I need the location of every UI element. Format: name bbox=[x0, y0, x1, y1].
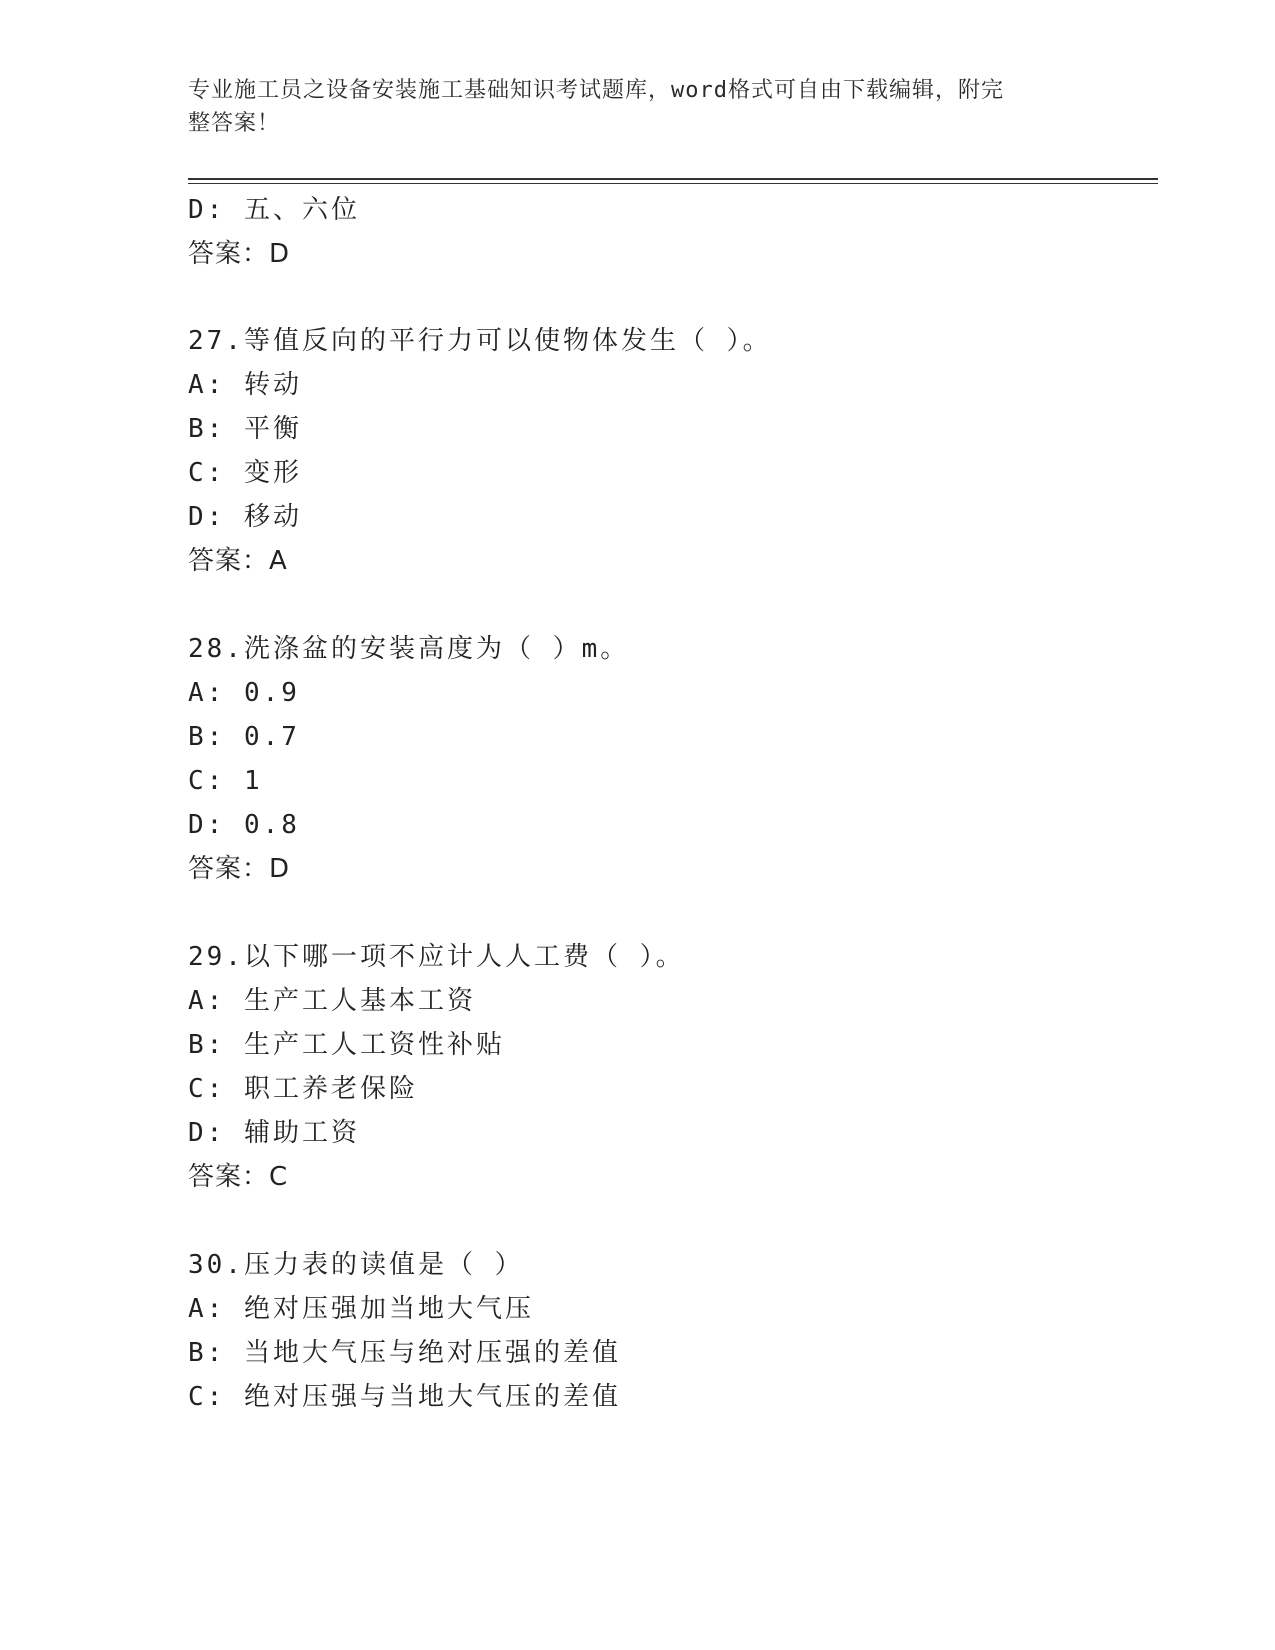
q30-stem: 30.压力表的读值是（ ） bbox=[188, 1250, 524, 1280]
q28-option-a: A: 0.9 bbox=[188, 678, 300, 708]
q28-option-b: B: 0.7 bbox=[188, 722, 300, 752]
q26-option-d: D: 五、六位 bbox=[188, 195, 360, 225]
q30-option-b: B: 当地大气压与绝对压强的差值 bbox=[188, 1338, 621, 1368]
header-line-1: 专业施工员之设备安装施工基础知识考试题库，word格式可自由下载编辑，附完 bbox=[188, 78, 1004, 103]
header-rule-thick bbox=[188, 178, 1158, 180]
q27-option-a: A: 转动 bbox=[188, 370, 302, 400]
q27-option-b: B: 平衡 bbox=[188, 414, 302, 444]
q29-option-a: A: 生产工人基本工资 bbox=[188, 986, 476, 1016]
q26-answer: 答案：D bbox=[188, 239, 291, 269]
q29-option-c: C: 职工养老保险 bbox=[188, 1074, 418, 1104]
q30-option-a: A: 绝对压强加当地大气压 bbox=[188, 1294, 534, 1324]
q29-stem: 29.以下哪一项不应计人人工费（ ）。 bbox=[188, 942, 685, 972]
q27-option-d: D: 移动 bbox=[188, 502, 302, 532]
document-header bbox=[188, 74, 1068, 140]
q28-answer: 答案：D bbox=[188, 854, 291, 884]
q29-option-b: B: 生产工人工资性补贴 bbox=[188, 1030, 505, 1060]
q27-option-c: C: 变形 bbox=[188, 458, 302, 488]
q27-stem: 27.等值反向的平行力可以使物体发生（ ）。 bbox=[188, 326, 772, 356]
q28-stem: 28.洗涤盆的安装高度为（ ）m。 bbox=[188, 634, 630, 664]
header-line-2: 整答案！ bbox=[188, 111, 281, 136]
q30-option-c: C: 绝对压强与当地大气压的差值 bbox=[188, 1382, 621, 1412]
q28-option-c: C: 1 bbox=[188, 766, 263, 796]
q28-option-d: D: 0.8 bbox=[188, 810, 300, 840]
q27-answer: 答案：A bbox=[188, 546, 288, 576]
q29-option-d: D: 辅助工资 bbox=[188, 1118, 360, 1148]
header-rule-thin bbox=[188, 183, 1158, 184]
q29-answer: 答案：C bbox=[188, 1162, 289, 1192]
